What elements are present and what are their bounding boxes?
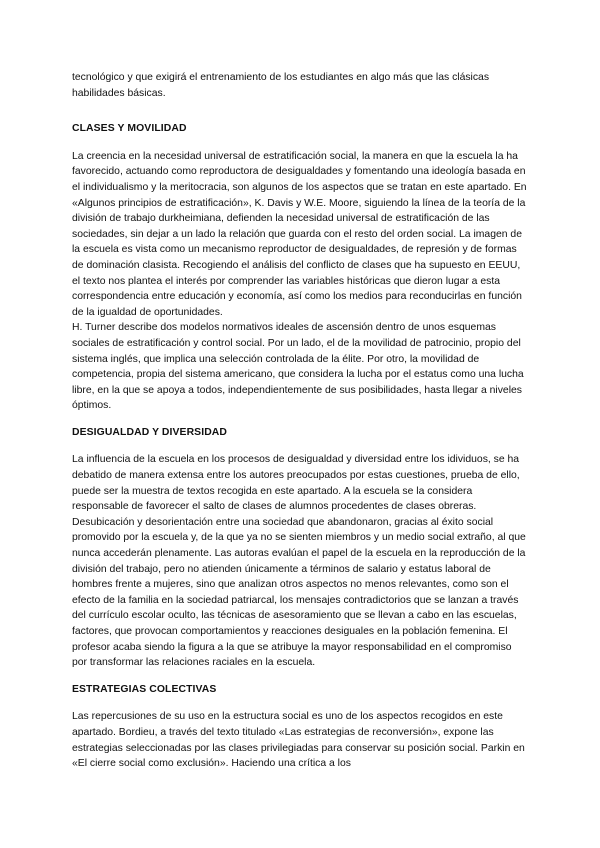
paragraph-estrategias-1: Las repercusiones de su uso en la estructura social es uno de los aspectos recogidos en este apartado. Bordieu, a través del texto titulado «Las estrategias de reconversión», expone las estrategias seleccionadas por las clases privilegiadas para conservar su posición social. Parkin en «El cierre social como exclusión». Haciendo una crítica a los bbox=[72, 711, 525, 770]
paragraph-clases-1: La creencia en la necesidad universal de estratificación social, la manera en que la escuela la ha favorecido, actuando como reproductora de desigualdades y fomentando una ideología basada en el individualismo y la meritocracia, son algunos de los aspectos que se tratan en este apartado. En «Algunos principios de estratificación», K. Davis y W.E. Moore, siguiendo la línea de la teoría de la división de trabajo durkheimiana, defienden la necesidad universal de estratificación de las sociedades, sin dejar a un lado la relación que guarda con el resto del orden social. La imagen de la escuela es vista como un mecanismo reproductor de desigualdades, de represión y de formas de dominación clasista. Recogiendo el análisis del conflicto de clases que ha supuesto en EEUU, el texto nos plantea el interés por comprender las variables históricas que dieron lugar a esta correspondencia entre educación y economía, así como los medios para reconducirlas en función de la igualdad de oportunidades. bbox=[72, 150, 527, 318]
heading-desigualdad-y-diversidad: DESIGUALDAD Y DIVERSIDAD bbox=[72, 426, 228, 438]
paragraph-clases-2: H. Turner describe dos modelos normativos ideales de ascensión dentro de unos esquemas sociales de estratificación y control social. Por un lado, el de la movilidad de patrocinio, propio del sistema inglés, que implica una selección controlada de la élite. Por otro, la movilidad de competencia, propia del sistema americano, que considera la lucha por el estatus como una lucha libre, en la que se apoya a todos, independientemente de sus posibilidades, hasta llegar a niveles óptimos. bbox=[72, 322, 524, 412]
document-page bbox=[72, 70, 528, 772]
intro-paragraph: tecnológico y que exigirá el entrenamiento de los estudiantes en algo más que las clásicas habilidades básicas. bbox=[72, 72, 490, 99]
heading-estrategias-colectivas: ESTRATEGIAS COLECTIVAS bbox=[72, 683, 217, 695]
paragraph-desigualdad-1: La influencia de la escuela en los procesos de desigualdad y diversidad entre los idividuos, se ha debatido de manera extensa entre los autores preocupados por estas cuestiones, prueba de ello, puede ser la muestra de textos recogida en este apartado. A la escuela se la considera responsable de favorecer el salto de clases de alumnos procedentes de clases obreras. Desubicación y desorientación entre una sociedad que abandonaron, gracias al éxito social promovido por la escuela y, de la que ya no se sienten miembros y un medio social extraño, al que nunca accederán plenamente. Las autoras evalúan el papel de la escuela en la reproducción de la división del trabajo, pero no atienden únicamente a términos de salario y estatus laboral de hombres frente a mujeres, sino que analizan otros aspectos no menos relevantes, como son el efecto de la familia en la sociedad patriarcal, los mensajes contradictorios que se lanzan a través del currículo escolar oculto, las técnicas de asesoramiento que se llevan a cabo en las escuelas, factores, que provocan comportamientos y reacciones desiguales en la población femenina. El profesor acaba siendo la figura a la que se atribuye la mayor responsabilidad en el compromiso por transformar las relaciones raciales en la escuela. bbox=[72, 454, 526, 669]
heading-clases-y-movilidad: CLASES Y MOVILIDAD bbox=[72, 123, 187, 135]
